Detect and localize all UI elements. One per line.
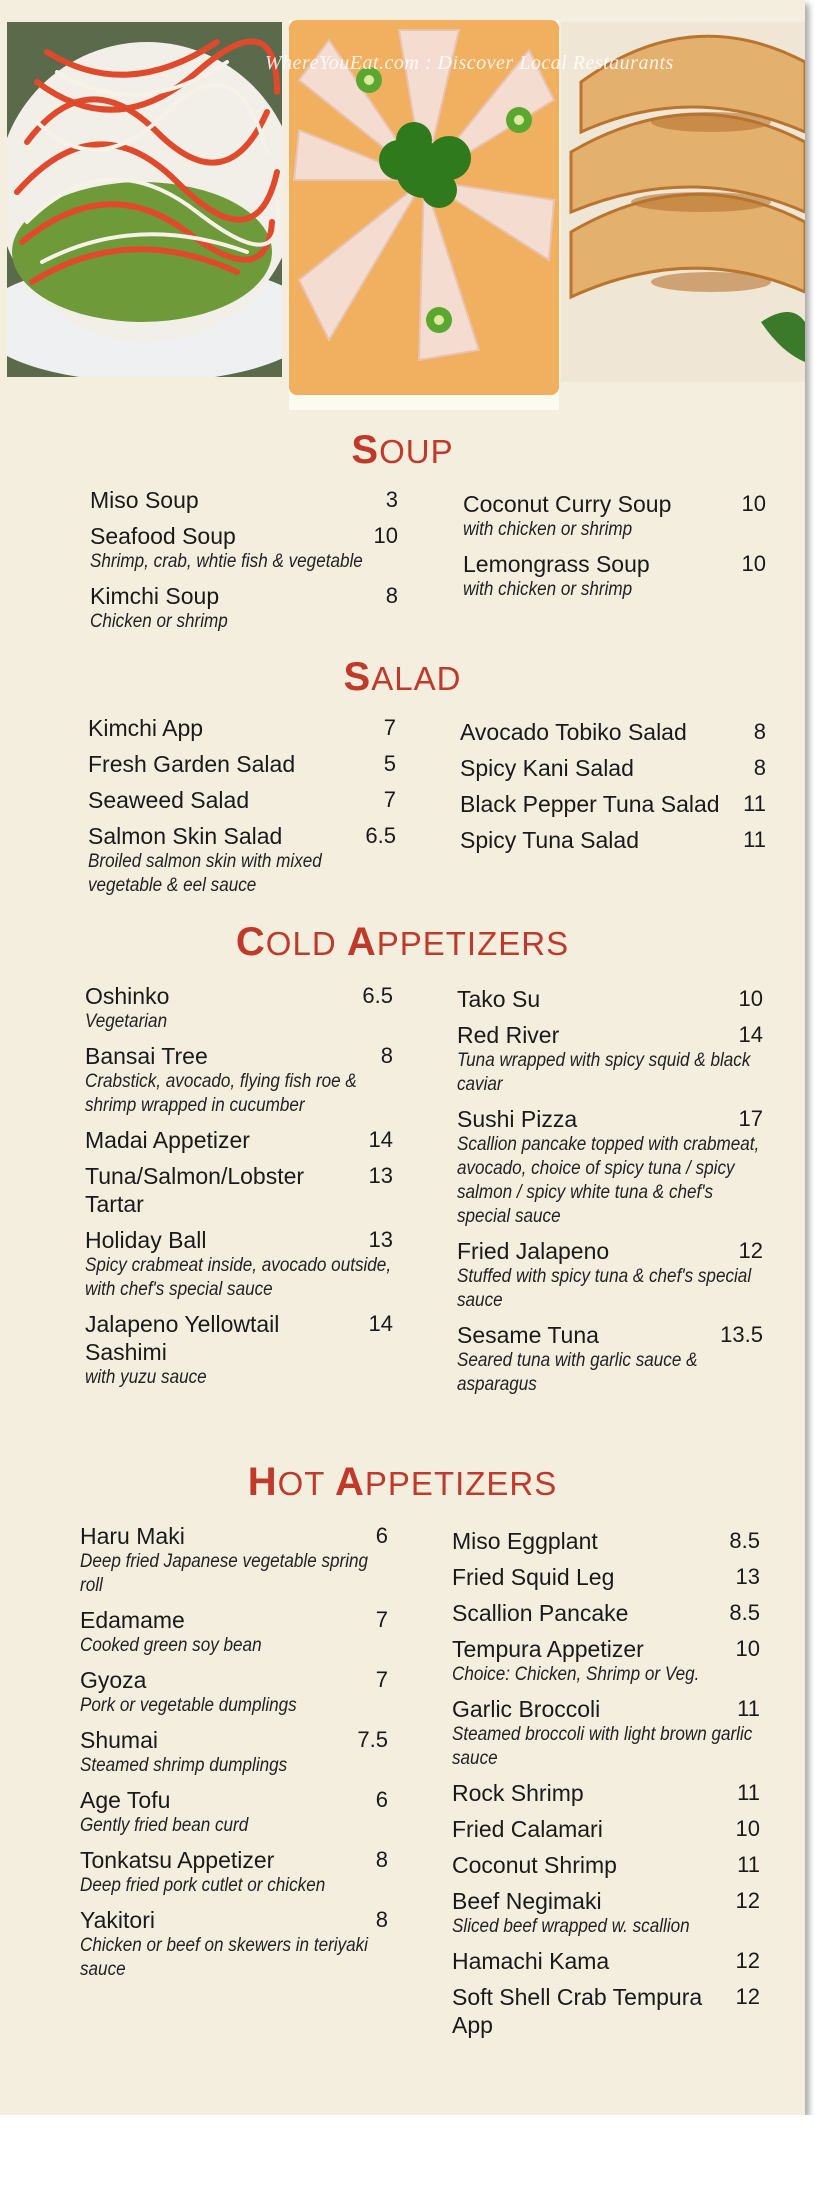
section-title-salad: SALAD <box>343 655 462 699</box>
menu-item <box>452 1887 760 1939</box>
menu-item-name: Jalapeno Yellowtail Sashimi <box>85 1311 280 1365</box>
menu-item-name: Tako Su <box>457 986 541 1012</box>
menu-item-name: Yakitori <box>80 1907 155 1933</box>
menu-item-name: Tonkatsu Appetizer <box>80 1847 275 1873</box>
menu-item <box>452 1779 760 1807</box>
page-bottom-margin <box>0 2115 815 2199</box>
menu-item-name: Red River <box>457 1022 560 1048</box>
menu-item <box>452 1815 760 1843</box>
menu-item-description: Scallion pancake topped with crabmeat, avocado, choice of spicy tuna / spicy salmon / spicy white tuna & chef's special sauce <box>457 1134 760 1227</box>
section-title-soup: SOUP <box>351 428 454 472</box>
menu-item-price: 13.5 <box>720 1322 763 1347</box>
menu-item-price: 7 <box>383 787 396 812</box>
menu-item-name: Age Tofu <box>80 1787 171 1813</box>
menu-item <box>85 1226 393 1302</box>
menu-item-price: 10 <box>741 551 766 576</box>
menu-item-name: Miso Eggplant <box>452 1528 598 1554</box>
menu-item <box>80 1726 388 1778</box>
menu-item-name: Holiday Ball <box>85 1227 207 1253</box>
menu-item-description: Seared tuna with garlic sauce & asparagus <box>457 1350 698 1395</box>
menu-item-description: with yuzu sauce <box>85 1367 207 1388</box>
menu-item-price: 14 <box>738 1022 763 1047</box>
menu-item-name: Coconut Curry Soup <box>463 491 672 517</box>
menu-item <box>463 490 766 542</box>
menu-item-price: 7 <box>375 1667 388 1692</box>
menu-item-price: 11 <box>737 1852 760 1877</box>
menu-item <box>90 486 398 514</box>
menu-item-name: Black Pepper Tuna Salad <box>460 791 720 817</box>
menu-item <box>88 750 396 778</box>
menu-item-name: Avocado Tobiko Salad <box>460 719 687 745</box>
menu-item-description: Chicken or beef on skewers in teriyaki sauce <box>80 1935 368 1980</box>
salad-left-column <box>88 714 396 906</box>
yellowtail-sashimi-photo <box>289 20 559 410</box>
menu-item <box>452 1563 760 1591</box>
menu-item-price: 8 <box>753 719 766 744</box>
menu-item-name: Fried Calamari <box>452 1816 603 1842</box>
menu-item-description: Vegetarian <box>85 1011 168 1032</box>
menu-item-name: Tuna/Salmon/Lobster Tartar <box>85 1163 305 1217</box>
menu-item-description: with chicken or shrimp <box>463 519 633 540</box>
menu-item-price: 13 <box>368 1163 393 1188</box>
menu-item-name: Fried Jalapeno <box>457 1238 610 1264</box>
menu-item-price: 6.5 <box>362 983 393 1008</box>
menu-item <box>85 1162 393 1218</box>
menu-item-description: Spicy crabmeat inside, avocado outside, with chef's special sauce <box>85 1255 392 1300</box>
menu-item <box>460 826 766 854</box>
menu-item-name: Edamame <box>80 1607 185 1633</box>
menu-item-price: 12 <box>735 1948 760 1973</box>
menu-item-price: 8.5 <box>729 1528 760 1553</box>
menu-item-name: Oshinko <box>85 983 170 1009</box>
menu-item-price: 14 <box>368 1127 393 1152</box>
menu-item-name: Scallion Pancake <box>452 1600 629 1626</box>
menu-item-name: Salmon Skin Salad <box>88 823 283 849</box>
menu-item-name: Kimchi App <box>88 715 204 741</box>
section-title-cold-appetizers: COLD APPETIZERS <box>235 920 570 964</box>
menu-item-price: 12 <box>738 1238 763 1263</box>
menu-item-name: Lemongrass Soup <box>463 551 650 577</box>
menu-item-description: Deep fried Japanese vegetable spring roll <box>80 1551 369 1596</box>
menu-item <box>452 1527 760 1555</box>
menu-item-description: Shrimp, crab, whtie fish & vegetable <box>90 551 363 572</box>
menu-item <box>460 718 766 746</box>
menu-item-price: 10 <box>735 1816 760 1841</box>
menu-item <box>85 1126 393 1154</box>
menu-item-name: Madai Appetizer <box>85 1127 250 1153</box>
menu-item <box>457 985 763 1013</box>
menu-item-name: Rock Shrimp <box>452 1780 584 1806</box>
menu-item <box>460 790 766 818</box>
menu-item-description: Gently fried bean curd <box>80 1815 249 1836</box>
soup-left-column <box>90 486 398 642</box>
menu-item <box>452 1599 760 1627</box>
menu-item-name: Sesame Tuna <box>457 1322 599 1348</box>
menu-item-description: Tuna wrapped with spicy squid & black caviar <box>457 1050 751 1095</box>
menu-item-price: 10 <box>373 523 398 548</box>
menu-item-price: 11 <box>737 1696 760 1721</box>
menu-item <box>460 754 766 782</box>
menu-item-description: Chicken or shrimp <box>90 611 228 632</box>
menu-item-price: 12 <box>735 1888 760 1913</box>
menu-item-description: Steamed shrimp dumplings <box>80 1755 288 1776</box>
menu-item-name: Gyoza <box>80 1667 147 1693</box>
menu-item-description: Deep fried pork cutlet or chicken <box>80 1875 326 1896</box>
menu-item-price: 8 <box>385 583 398 608</box>
menu-item-name: Fried Squid Leg <box>452 1564 615 1590</box>
menu-item-description: Cooked green soy bean <box>80 1635 262 1656</box>
menu-item-name: Fresh Garden Salad <box>88 751 296 777</box>
menu-item <box>452 1635 760 1687</box>
menu-item-price: 8 <box>380 1043 393 1068</box>
menu-item-description: Steamed broccoli with light brown garlic sauce <box>452 1724 753 1769</box>
menu-item <box>88 822 396 898</box>
menu-item-name: Seaweed Salad <box>88 787 250 813</box>
cold-right-column <box>457 985 763 1405</box>
hot-right-column <box>452 1527 760 2047</box>
menu-item-name: Bansai Tree <box>85 1043 208 1069</box>
menu-item <box>88 786 396 814</box>
menu-item-price: 10 <box>741 491 766 516</box>
menu-item-price: 6 <box>375 1787 388 1812</box>
watermark-text: WhereYouEat.com : Discover Local Restaurants <box>265 52 674 74</box>
salad-right-column <box>460 718 766 862</box>
menu-item-price: 8 <box>375 1847 388 1872</box>
menu-item-description: with chicken or shrimp <box>463 579 633 600</box>
menu-item-price: 7 <box>375 1607 388 1632</box>
menu-item-price: 11 <box>743 791 766 816</box>
hot-left-column <box>80 1522 388 1990</box>
menu-item <box>80 1786 388 1838</box>
menu-item-price: 3 <box>385 487 398 512</box>
menu-item-name: Garlic Broccoli <box>452 1696 601 1722</box>
menu-item <box>452 1851 760 1879</box>
section-title-hot-appetizers: HOT APPETIZERS <box>247 1460 558 1504</box>
menu-item <box>88 714 396 742</box>
soup-right-column <box>463 490 766 610</box>
menu-item-price: 6 <box>375 1523 388 1548</box>
menu-item <box>80 1906 388 1982</box>
menu-item-price: 8 <box>375 1907 388 1932</box>
menu-item-price: 14 <box>368 1311 393 1336</box>
gyoza-photo <box>561 22 805 382</box>
menu-item-price: 13 <box>735 1564 760 1589</box>
menu-item <box>80 1846 388 1898</box>
menu-item-price: 8 <box>753 755 766 780</box>
menu-item <box>80 1522 388 1598</box>
menu-item-description: Choice: Chicken, Shrimp or Veg. <box>452 1664 700 1685</box>
menu-item <box>457 1237 763 1313</box>
menu-item-price: 7.5 <box>357 1727 388 1752</box>
menu-item-price: 8.5 <box>729 1600 760 1625</box>
menu-item-description: Pork or vegetable dumplings <box>80 1695 297 1716</box>
menu-item <box>85 1310 393 1390</box>
menu-item-name: Kimchi Soup <box>90 583 220 609</box>
menu-item <box>457 1105 763 1229</box>
menu-item-price: 13 <box>368 1227 393 1252</box>
menu-item-description: Broiled salmon skin with mixed vegetable & eel sauce <box>88 851 322 896</box>
menu-item-price: 11 <box>737 1780 760 1805</box>
menu-item <box>80 1666 388 1718</box>
menu-item-description: Sliced beef wrapped w. scallion <box>452 1916 690 1937</box>
menu-item-price: 11 <box>743 827 766 852</box>
menu-item-name: Coconut Shrimp <box>452 1852 617 1878</box>
menu-item <box>452 1695 760 1771</box>
menu-item-price: 7 <box>383 715 396 740</box>
menu-item-price: 17 <box>738 1106 763 1131</box>
menu-item-name: Spicy Tuna Salad <box>460 827 640 853</box>
crab-salad-photo <box>7 22 282 377</box>
menu-item-name: Miso Soup <box>90 487 199 513</box>
menu-item-name: Soft Shell Crab Tempura App <box>452 1984 703 2038</box>
menu-item <box>80 1606 388 1658</box>
menu-item-price: 6.5 <box>365 823 396 848</box>
menu-item-name: Beef Negimaki <box>452 1888 602 1914</box>
menu-item-description: Stuffed with spicy tuna & chef's special sauce <box>457 1266 752 1311</box>
menu-item-description: Crabstick, avocado, flying fish roe & shrimp wrapped in cucumber <box>85 1071 357 1116</box>
menu-item-name: Shumai <box>80 1727 158 1753</box>
menu-item <box>452 1983 760 2039</box>
menu-item-name: Seafood Soup <box>90 523 236 549</box>
menu-item <box>463 550 766 602</box>
menu-item-price: 12 <box>735 1984 760 2009</box>
menu-item-price: 5 <box>383 751 396 776</box>
menu-item <box>90 582 398 634</box>
cold-left-column <box>85 982 393 1398</box>
menu-item <box>457 1321 763 1397</box>
menu-item-name: Hamachi Kama <box>452 1948 610 1974</box>
menu-item <box>452 1947 760 1975</box>
menu-item-name: Spicy Kani Salad <box>460 755 634 781</box>
menu-item-price: 10 <box>735 1636 760 1661</box>
menu-item <box>85 982 393 1034</box>
menu-item-name: Sushi Pizza <box>457 1106 578 1132</box>
food-photo-strip <box>0 22 805 382</box>
menu-item-name: Tempura Appetizer <box>452 1636 644 1662</box>
menu-item <box>85 1042 393 1118</box>
menu-item-name: Haru Maki <box>80 1523 185 1549</box>
menu-item <box>90 522 398 574</box>
menu-item-price: 10 <box>738 986 763 1011</box>
menu-item <box>457 1021 763 1097</box>
